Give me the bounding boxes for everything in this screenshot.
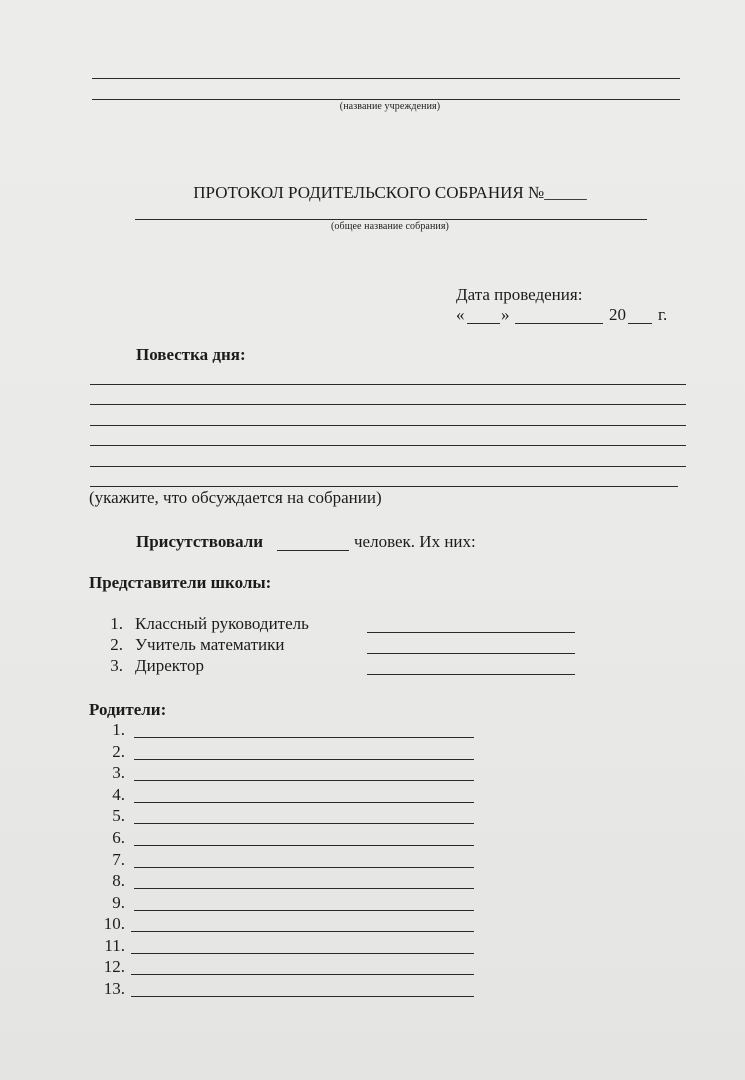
school-rep-role: Директор bbox=[135, 656, 204, 675]
parent-name-line[interactable] bbox=[134, 910, 474, 911]
school-rep-signature-line[interactable] bbox=[367, 674, 575, 675]
parent-name-line[interactable] bbox=[134, 823, 474, 824]
date-month-field[interactable] bbox=[515, 323, 603, 324]
school-rep-role: Классный руководитель bbox=[135, 614, 309, 633]
parent-number: 7. bbox=[112, 850, 125, 869]
parents-heading: Родители: bbox=[89, 700, 167, 719]
agenda-line[interactable] bbox=[90, 486, 678, 487]
parent-name-line[interactable] bbox=[131, 953, 474, 954]
meeting-name-line[interactable] bbox=[135, 219, 647, 220]
school-rep-number: 1. bbox=[110, 614, 123, 633]
parent-number: 8. bbox=[112, 871, 125, 890]
parent-name-line[interactable] bbox=[131, 996, 474, 997]
parent-name-line[interactable] bbox=[131, 931, 474, 932]
parent-name-line[interactable] bbox=[134, 802, 474, 803]
parent-name-line[interactable] bbox=[134, 780, 474, 781]
school-rep-signature-line[interactable] bbox=[367, 653, 575, 654]
school-reps-heading: Представители школы: bbox=[89, 573, 272, 592]
school-rep-number: 3. bbox=[110, 656, 123, 675]
date-open-quote: « bbox=[456, 305, 465, 324]
parent-number: 12. bbox=[103, 957, 125, 976]
institution-caption: (название учреждения) bbox=[339, 101, 441, 112]
parent-number: 9. bbox=[112, 893, 125, 912]
parent-number: 2. bbox=[112, 742, 125, 761]
date-year-field[interactable] bbox=[628, 323, 652, 324]
page-title: ПРОТОКОЛ РОДИТЕЛЬСКОГО СОБРАНИЯ №_____ bbox=[193, 183, 587, 202]
agenda-line[interactable] bbox=[90, 425, 686, 426]
parent-number: 10. bbox=[103, 914, 125, 933]
parent-name-line[interactable] bbox=[134, 867, 474, 868]
meeting-name-caption: (общее название собрания) bbox=[330, 221, 449, 232]
school-rep-signature-line[interactable] bbox=[367, 632, 575, 633]
agenda-heading: Повестка дня: bbox=[136, 345, 246, 364]
attendance-label: Присутствовали bbox=[136, 532, 264, 551]
parent-name-line[interactable] bbox=[134, 888, 474, 889]
parent-number: 6. bbox=[112, 828, 125, 847]
agenda-line[interactable] bbox=[90, 445, 686, 446]
parent-number: 3. bbox=[112, 763, 125, 782]
attendance-count-field[interactable] bbox=[277, 550, 349, 551]
agenda-line[interactable] bbox=[90, 466, 686, 467]
parent-name-line[interactable] bbox=[134, 845, 474, 846]
institution-line-2[interactable] bbox=[92, 99, 680, 100]
parent-name-line[interactable] bbox=[131, 974, 474, 975]
parent-name-line[interactable] bbox=[134, 759, 474, 760]
parent-number: 1. bbox=[112, 720, 125, 739]
date-year-prefix: 20 bbox=[609, 305, 626, 324]
school-rep-number: 2. bbox=[110, 635, 123, 654]
attendance-suffix: человек. Их них: bbox=[354, 532, 476, 551]
parent-number: 11. bbox=[104, 936, 125, 955]
parent-number: 5. bbox=[112, 806, 125, 825]
date-label: Дата проведения: bbox=[456, 285, 583, 304]
date-close-quote: » bbox=[501, 305, 510, 324]
agenda-hint: (укажите, что обсуждается на собрании) bbox=[89, 488, 382, 507]
parent-number: 13. bbox=[103, 979, 125, 998]
agenda-line[interactable] bbox=[90, 384, 686, 385]
date-day-field[interactable] bbox=[467, 323, 500, 324]
parent-number: 4. bbox=[112, 785, 125, 804]
date-year-suffix: г. bbox=[658, 305, 668, 324]
agenda-line[interactable] bbox=[90, 404, 686, 405]
school-rep-role: Учитель математики bbox=[135, 635, 285, 654]
institution-line-1[interactable] bbox=[92, 78, 680, 79]
parent-name-line[interactable] bbox=[134, 737, 474, 738]
